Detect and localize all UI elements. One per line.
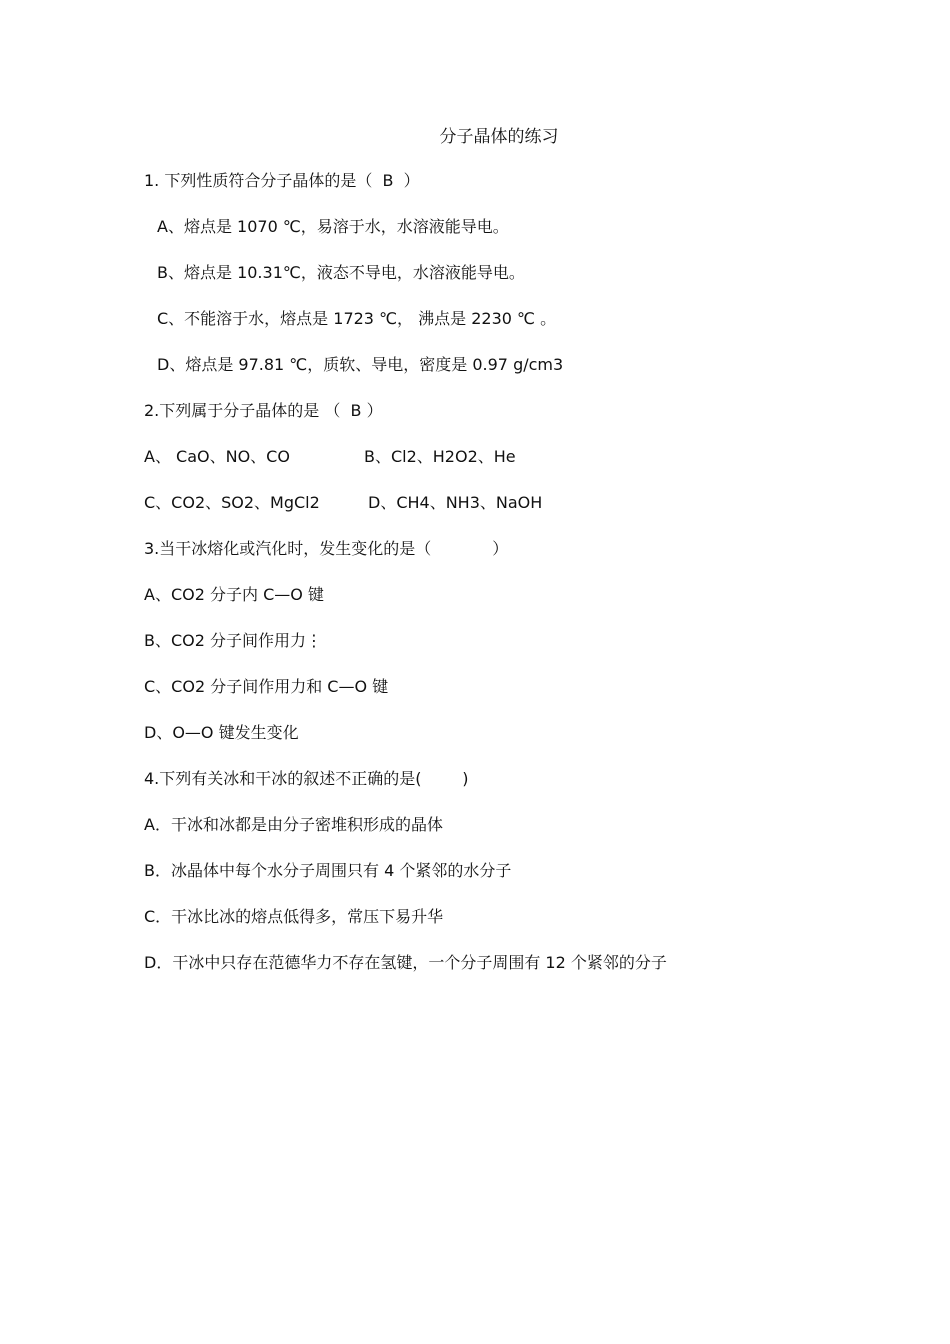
question-2-option-c: C、CO2、SO2、MgCl2	[144, 493, 320, 512]
question-1-option-b: B、熔点是 10.31℃，液态不导电，水溶液能导电。	[157, 263, 525, 282]
question-1-stem: 1. 下列性质符合分子晶体的是（ B ）	[144, 171, 420, 190]
question-3-option-c: C、CO2 分子间作用力和 C—O 键	[144, 677, 389, 696]
question-3-option-b: B、CO2 分子间作用力⋮	[144, 631, 323, 650]
question-2-option-b: B、Cl2、H2O2、He	[364, 447, 516, 466]
question-4-stem: 4.下列有关冰和干冰的叙述不正确的是( )	[144, 769, 469, 788]
question-3-option-a: A、CO2 分子内 C—O 键	[144, 585, 324, 604]
question-2-stem: 2.下列属于分子晶体的是 （ B ）	[144, 401, 383, 420]
question-1-option-c: C、不能溶于水，熔点是 1723 ℃， 沸点是 2230 ℃ 。	[157, 309, 557, 328]
question-2-option-d: D、CH4、NH3、NaOH	[368, 493, 543, 512]
question-4-option-a: A．干冰和冰都是由分子密堆积形成的晶体	[144, 815, 443, 834]
question-4-option-c: C．干冰比冰的熔点低得多，常压下易升华	[144, 907, 444, 926]
question-1-option-a: A、熔点是 1070 ℃，易溶于水，水溶液能导电。	[157, 217, 509, 236]
question-1-option-d: D、熔点是 97.81 ℃，质软、导电，密度是 0.97 g/cm3	[157, 355, 564, 374]
question-3-option-d: D、O—O 键发生变化	[144, 723, 299, 742]
question-4-option-d: D．干冰中只存在范德华力不存在氢键，一个分子周围有 12 个紧邻的分子	[144, 953, 667, 972]
page-title: 分子晶体的练习	[439, 127, 559, 147]
question-4-option-b: B．冰晶体中每个水分子周围只有 4 个紧邻的水分子	[144, 861, 512, 880]
question-2-option-a: A、 CaO、NO、CO	[144, 447, 290, 466]
question-3-stem: 3.当干冰熔化或汽化时，发生变化的是（ ）	[144, 539, 509, 558]
